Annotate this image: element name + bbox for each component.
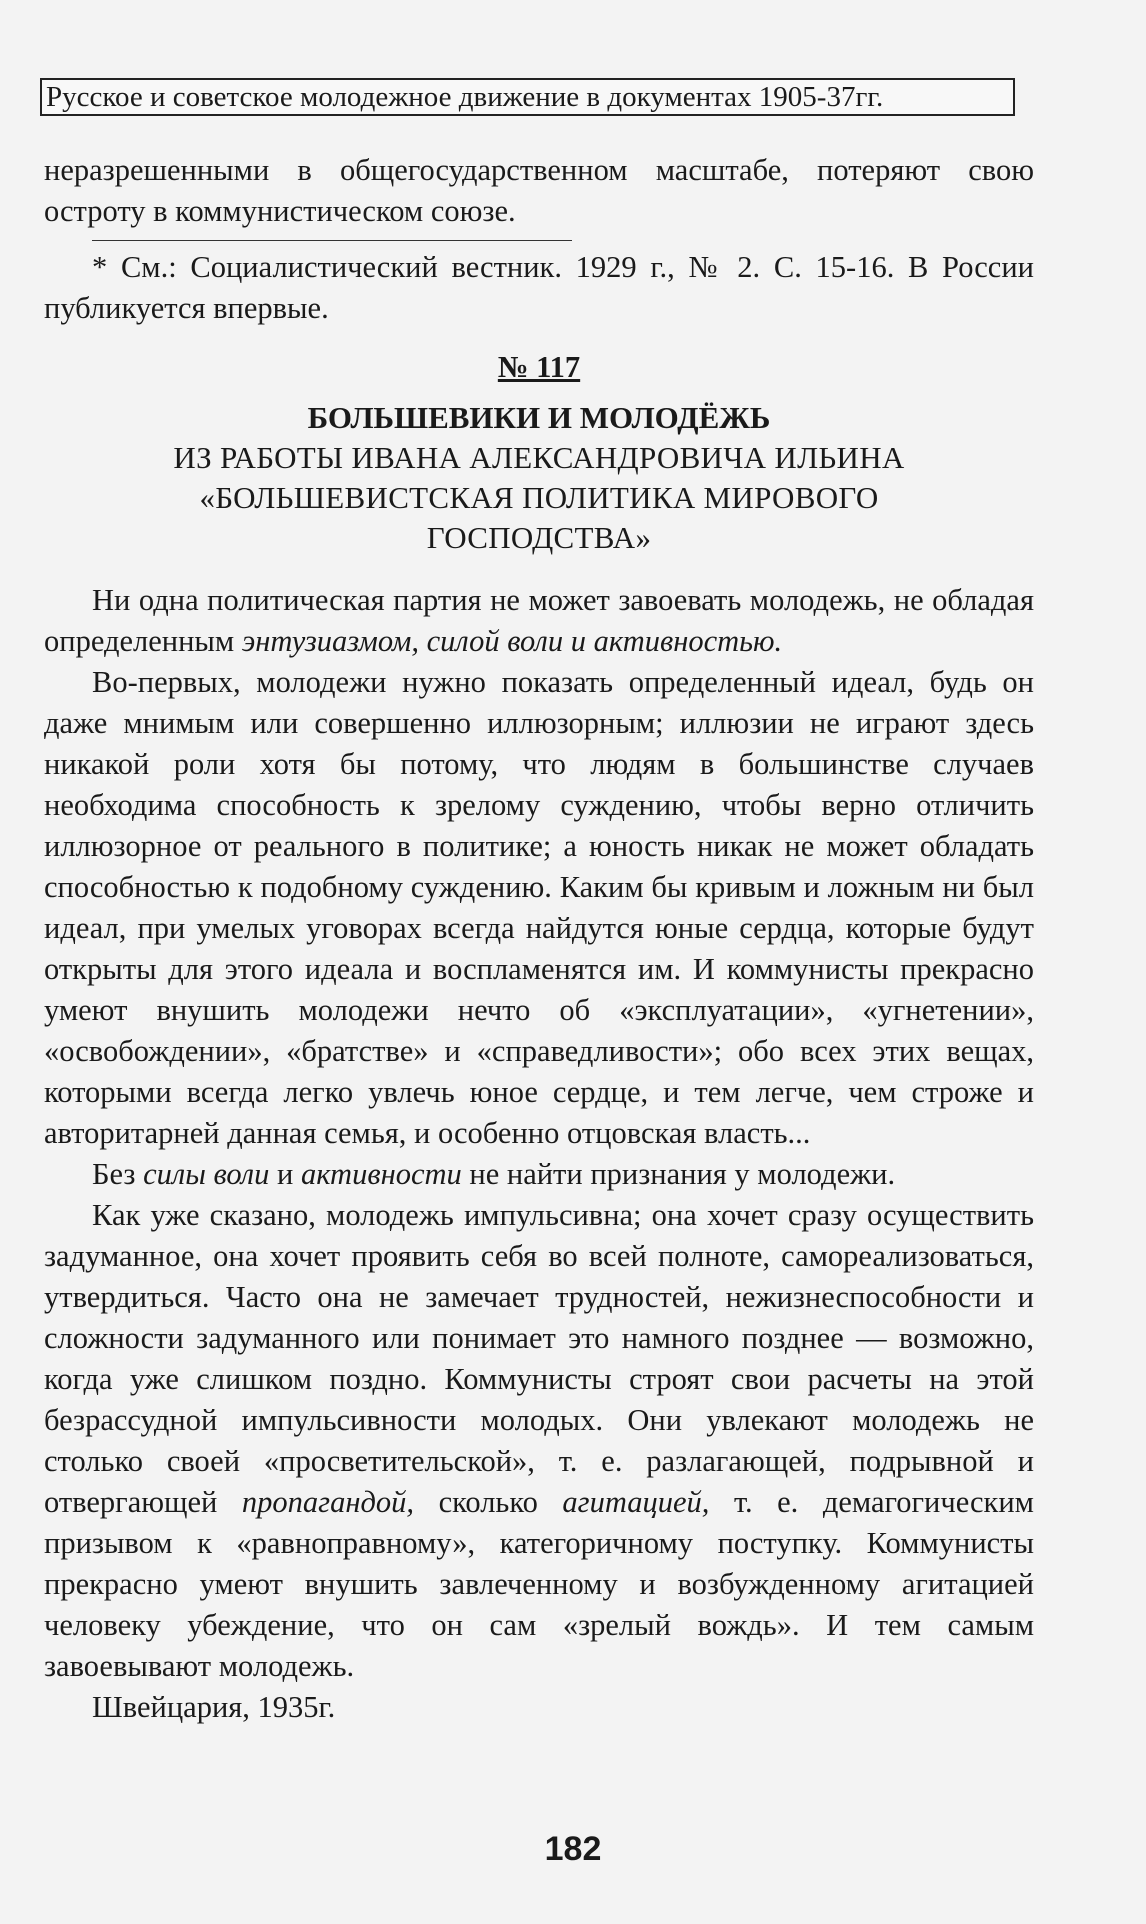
paragraph-text: и	[269, 1157, 301, 1191]
paragraph-text: Без	[92, 1157, 144, 1191]
emphasis-text: пропагандой,	[241, 1485, 415, 1519]
paragraph-1	[44, 580, 1034, 662]
paragraph-text: Ни одна политическая партия не может завоевать молодежь, не обладая определенным	[44, 583, 1034, 658]
paragraph-text: т. е. демагогическим призывом к «равноправному», категоричному поступку. Коммунисты прекрасно умеют внушить завлеченному и возбужденному агитацией человеку убеждение, что он сам «зрелый вождь». И тем самым завоевывают молодежь.	[44, 1485, 1034, 1683]
emphasis-text: энтузиазмом, силой воли и активностью.	[241, 624, 783, 658]
continuation-paragraph: неразрешенными в общегосударственном масштабе, потеряют свою остроту в коммунистическом союзе.	[44, 153, 1034, 228]
emphasis-text: активности	[300, 1157, 462, 1191]
paragraph-text: не найти признания у молодежи.	[461, 1157, 896, 1191]
paragraph-text: сколько	[414, 1485, 563, 1519]
emphasis-text: силы воли	[143, 1157, 270, 1191]
paragraph-3	[44, 1154, 1034, 1195]
running-header	[40, 78, 1015, 116]
emphasis-text: агитацией,	[562, 1485, 710, 1519]
document-subtitle-line: ГОСПОДСТВА»	[426, 520, 652, 555]
paragraph-text: Как уже сказано, молодежь импульсивна; она хочет сразу осуществить задуманное, она хочет проявить себя во всей полноте, самореализоваться, утвердиться. Часто она не замечает трудностей, нежизнеспособности и сложности задуманного или понимает это намного позднее — возможно, когда уже слишком поздно. Коммунисты строят свои расчеты на этой безрассудной импульсивности молодых. Они увлекают молодежь не столько своей «просветительской», т. е. разлагающей, подрывной и отвергающей	[44, 1198, 1034, 1519]
page-number: 182	[544, 1830, 602, 1868]
document-subtitle-line: «БОЛЬШЕВИСТСКАЯ ПОЛИТИКА МИРОВОГО	[199, 480, 879, 515]
paragraph-5-signature: Швейцария, 1935г.	[92, 1690, 336, 1724]
running-header-title: Русское и советское молодежное движение в документах 1905-37гг.	[46, 81, 884, 113]
footnote: * См.: Социалистический вестник. 1929 г., № 2. С. 15-16. В России публикуется впервые.	[44, 250, 1034, 325]
document-title: БОЛЬШЕВИКИ И МОЛОДЁЖЬ	[307, 400, 771, 435]
footnote-rule	[92, 240, 572, 241]
document-subtitle	[44, 438, 1034, 558]
page-body	[44, 150, 1034, 1728]
document-subtitle-line: ИЗ РАБОТЫ ИВАНА АЛЕКСАНДРОВИЧА ИЛЬИНА	[173, 440, 905, 475]
paragraph-2: Во-первых, молодежи нужно показать определенный идеал, будь он даже мнимым или совершенно иллюзорным; иллюзии не играют здесь никакой роли хотя бы потому, что людям в большинстве случаев необходима способность к зрелому суждению, чтобы верно отличить иллюзорное от реального в политике; а юность никак не может обладать способностью к подобному суждению. Каким бы кривым и ложным ни был идеал, при умелых уговорах всегда найдутся юные сердца, которые будут открыты для этого идеала и воспламенятся им. И коммунисты прекрасно умеют внушить молодежи нечто об «эксплуатации», «угнетении», «освобождении», «братстве» и «справедливости»; обо всех этих вещах, которыми всегда легко увлечь юное сердце, и тем легче, чем строже и авторитарней данная семья, и особенно отцовская власть...	[44, 665, 1034, 1150]
document-number: № 117	[497, 350, 581, 384]
paragraph-4	[44, 1195, 1034, 1687]
